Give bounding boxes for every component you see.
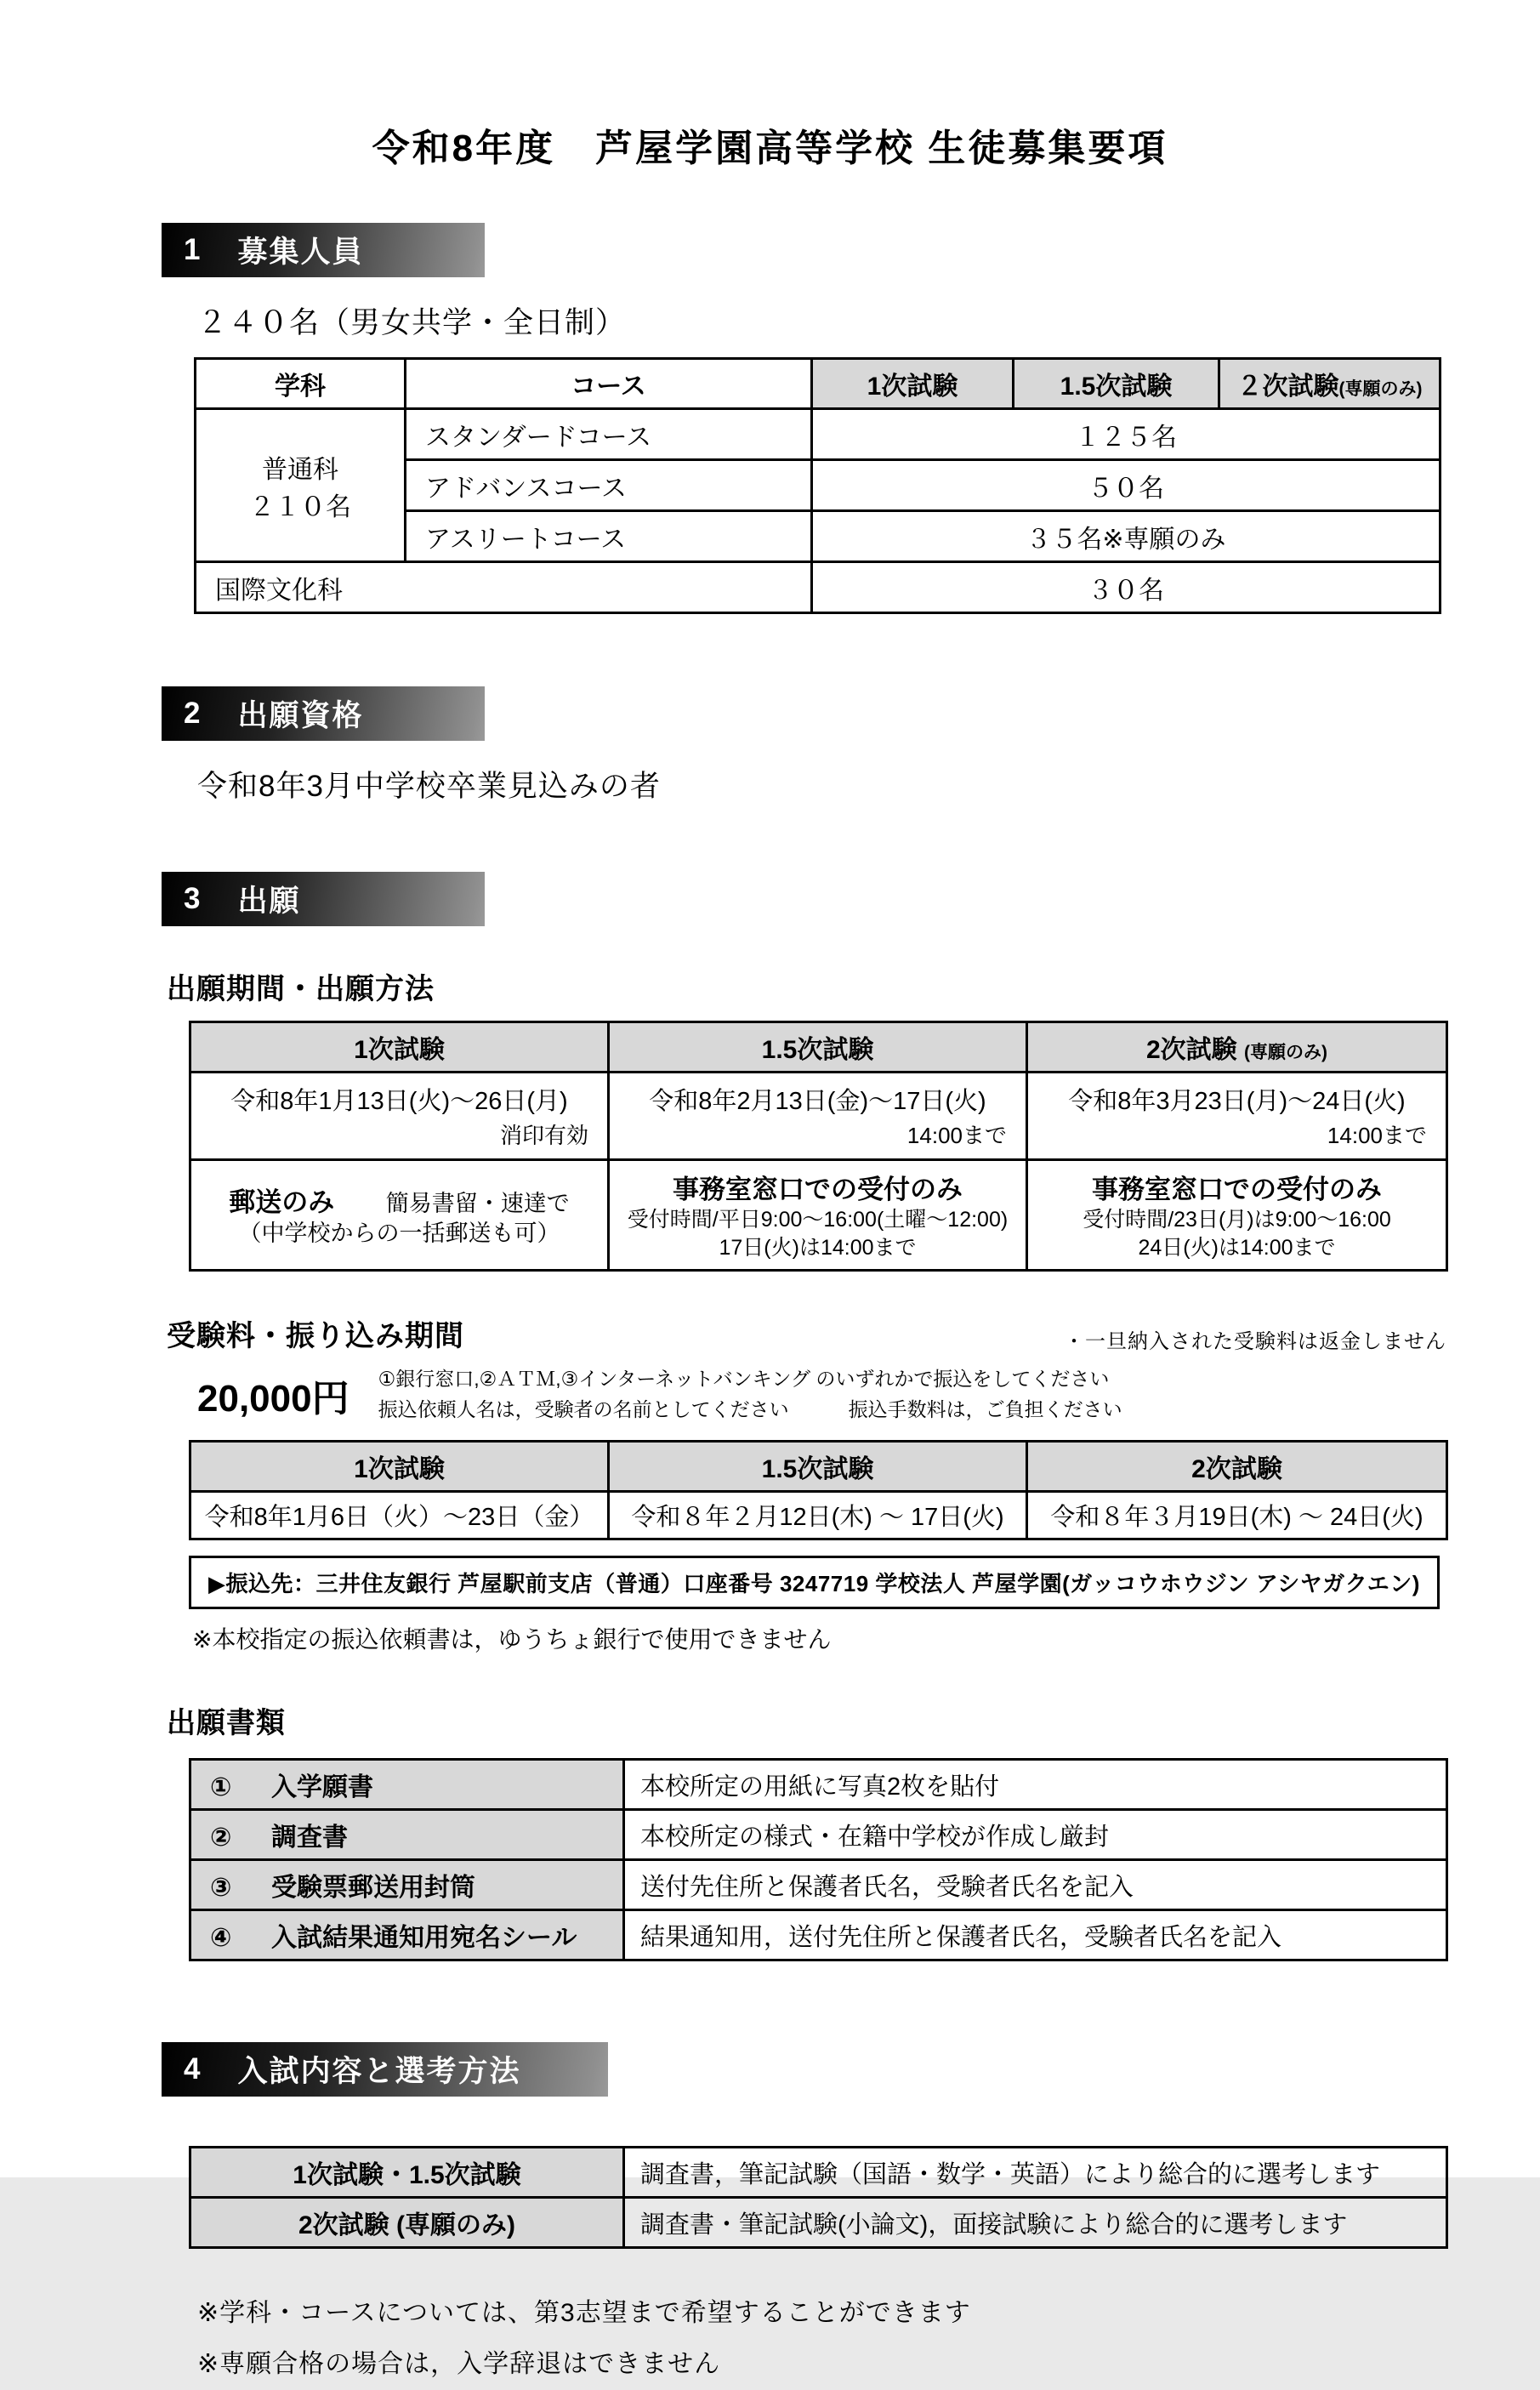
qualification-text: 令和8年3月中学校卒業見込みの者 bbox=[197, 770, 661, 803]
fee-amount-block bbox=[197, 1364, 1540, 1425]
table-row bbox=[190, 1910, 1447, 1960]
section-number: 4 bbox=[184, 2052, 202, 2086]
document-name-cell bbox=[190, 1860, 624, 1910]
method-main: 郵送のみ bbox=[229, 1187, 335, 1218]
document-description: 本校所定の様式・在籍中学校が作成し厳封 bbox=[624, 1810, 1447, 1860]
section-label: 出願 bbox=[237, 885, 301, 918]
method-main: 事務室窓口での受付のみ bbox=[673, 1175, 963, 1204]
table-row bbox=[196, 562, 1441, 613]
section-label: 出願資格 bbox=[237, 699, 364, 732]
document-description: 本校所定の用紙に写真2枚を貼付 bbox=[624, 1760, 1447, 1810]
fee-note-payer: 振込依頼人名は，受験者の名前としてください bbox=[378, 1397, 789, 1420]
fee-note-line2 bbox=[378, 1395, 1122, 1425]
fee-period-exam2: 令和８年３月19日(木) ～ 24日(火) bbox=[1027, 1492, 1447, 1539]
fee-refund-note: ・一旦納入された受験料は返金しません bbox=[1064, 1330, 1446, 1353]
total-capacity-text: ２４０名（男女共学・全日制） bbox=[197, 306, 627, 339]
method-cell-exam1 bbox=[190, 1160, 609, 1271]
document-name: 受験票郵送用封筒 bbox=[271, 1874, 475, 1903]
section-header-recruitment bbox=[162, 223, 485, 277]
method-line: （中学校からの一括郵送も可） bbox=[238, 1221, 560, 1247]
course-name: スタンダードコース bbox=[406, 409, 812, 460]
section-header-application bbox=[162, 872, 485, 926]
document-number: ② bbox=[210, 1824, 232, 1852]
selection-method-description: 調査書・筆記試験(小論文)，面接試験により総合的に選考します bbox=[624, 2198, 1447, 2248]
course-capacity: ５０名 bbox=[812, 460, 1441, 511]
section-label: 募集人員 bbox=[237, 236, 364, 269]
document-number: ① bbox=[210, 1773, 232, 1802]
method-sub: 簡易書留・速達で bbox=[385, 1191, 570, 1217]
table-row bbox=[190, 2148, 1447, 2198]
fee-heading: 受験料・振り込み期間 bbox=[167, 1320, 464, 1352]
section-number: 2 bbox=[184, 697, 202, 730]
method-cell-exam15 bbox=[609, 1160, 1027, 1271]
course-name: アドバンスコース bbox=[406, 460, 812, 511]
bank-transfer-note: ※本校指定の振込依頼書は，ゆうちょ銀行で使用できません bbox=[192, 1626, 832, 1653]
fee-amount: 20,000円 bbox=[197, 1377, 349, 1420]
method-line: 17日(火)は14:00まで bbox=[719, 1236, 917, 1260]
method-main: 事務室窓口での受付のみ bbox=[1092, 1175, 1382, 1204]
col-header-exam2 bbox=[1027, 1022, 1447, 1073]
col-header-exam1: 1次試験 bbox=[190, 1442, 609, 1492]
fee-period-exam15: 令和８年２月12日(木) ～ 17日(火) bbox=[609, 1492, 1027, 1539]
table-row bbox=[190, 1492, 1447, 1539]
period-date: 令和8年3月23日(月)～24日(火) bbox=[1068, 1088, 1406, 1115]
fee-period-table bbox=[189, 1440, 1448, 1540]
section-header-qualification bbox=[162, 686, 485, 741]
application-period-table bbox=[189, 1021, 1448, 1272]
col-header-exam2-note: (専願のみ) bbox=[1338, 379, 1423, 399]
fee-notes bbox=[378, 1364, 1122, 1425]
document-description: 結果通知用，送付先住所と保護者氏名，受験者氏名を記入 bbox=[624, 1910, 1447, 1960]
col-header-exam15: 1.5次試験 bbox=[1014, 359, 1219, 409]
table-header-row bbox=[190, 1022, 1447, 1073]
col-header-exam2-main: ２次試験 bbox=[1236, 373, 1339, 401]
method-line: 受付時間/23日(月)は9:00～16:00 bbox=[1083, 1208, 1391, 1232]
section-number: 3 bbox=[184, 882, 202, 915]
table-row bbox=[190, 1810, 1447, 1860]
document-number: ③ bbox=[210, 1874, 232, 1903]
course-name: アスリートコース bbox=[406, 511, 812, 562]
department-cell bbox=[196, 409, 406, 562]
recruitment-table bbox=[194, 357, 1441, 614]
document-name: 入学願書 bbox=[271, 1773, 373, 1802]
course-capacity: ３０名 bbox=[812, 562, 1441, 613]
col-header-exam1: 1次試験 bbox=[812, 359, 1014, 409]
document-name-cell bbox=[190, 1810, 624, 1860]
col-header-course: コース bbox=[406, 359, 812, 409]
document-number: ④ bbox=[210, 1924, 232, 1953]
col-header-exam2-note: (専願のみ) bbox=[1244, 1043, 1328, 1062]
course-capacity: ３５名※専願のみ bbox=[812, 511, 1441, 562]
table-row bbox=[190, 1760, 1447, 1810]
page-title: 令和8年度 芦屋学園高等学校 生徒募集要項 bbox=[372, 128, 1168, 169]
table-header-row bbox=[196, 359, 1441, 409]
period-cell-exam1 bbox=[190, 1073, 609, 1160]
section-header-selection bbox=[162, 2042, 608, 2097]
col-header-exam15: 1.5次試験 bbox=[609, 1022, 1027, 1073]
department-capacity: ２１０名 bbox=[249, 492, 351, 521]
table-row-period bbox=[190, 1073, 1447, 1160]
period-note: 14:00まで bbox=[1327, 1123, 1427, 1148]
period-date: 令和8年1月13日(火)～26日(月) bbox=[230, 1088, 568, 1115]
selection-exam-label: 1次試験・1.5次試験 bbox=[190, 2148, 624, 2198]
period-date: 令和8年2月13日(金)～17日(火) bbox=[649, 1088, 986, 1115]
table-row-method bbox=[190, 1160, 1447, 1271]
method-line: 24日(火)は14:00まで bbox=[1138, 1236, 1336, 1260]
period-cell-exam2 bbox=[1027, 1073, 1447, 1160]
section-number: 1 bbox=[184, 233, 202, 266]
table-row bbox=[190, 2198, 1447, 2248]
table-row bbox=[190, 1860, 1447, 1910]
period-cell-exam15 bbox=[609, 1073, 1027, 1160]
method-line bbox=[198, 1181, 600, 1219]
table-row bbox=[196, 409, 1441, 460]
note-course-preference: ※学科・コースについては、第3志望まで希望することができます bbox=[197, 2299, 971, 2328]
document-description: 送付先住所と保護者氏名，受験者氏名を記入 bbox=[624, 1860, 1447, 1910]
document-name: 入試結果通知用宛名シール bbox=[271, 1924, 577, 1953]
fee-note-line1: ①銀行窓口,②ＡＴＭ,③インターネットバンキング のいずれかで振込をしてください bbox=[378, 1368, 1110, 1390]
department-name-kokusai: 国際文化科 bbox=[196, 562, 812, 613]
section-label: 入試内容と選考方法 bbox=[237, 2055, 521, 2089]
note-no-withdrawal: ※専願合格の場合は，入学辞退はできません bbox=[197, 2350, 721, 2379]
period-note: 消印有効 bbox=[499, 1123, 588, 1148]
col-header-exam15: 1.5次試験 bbox=[609, 1442, 1027, 1492]
documents-heading: 出願書類 bbox=[167, 1707, 286, 1740]
document-name: 調査書 bbox=[271, 1824, 348, 1852]
fee-period-exam1: 令和8年1月6日（火）～23日（金） bbox=[190, 1492, 609, 1539]
document-name-cell bbox=[190, 1760, 624, 1810]
selection-exam-label: 2次試験 (専願のみ) bbox=[190, 2198, 624, 2248]
col-header-exam2 bbox=[1219, 359, 1441, 409]
col-header-department: 学科 bbox=[196, 359, 406, 409]
fee-note-charge: 振込手数料は，ご負担ください bbox=[848, 1397, 1122, 1420]
documents-table bbox=[189, 1758, 1448, 1961]
course-capacity: １２５名 bbox=[812, 409, 1441, 460]
col-header-exam2: 2次試験 bbox=[1027, 1442, 1447, 1492]
selection-table bbox=[189, 2146, 1448, 2249]
period-note: 14:00まで bbox=[906, 1123, 1007, 1148]
bank-transfer-box: ▶振込先：三井住友銀行 芦屋駅前支店（普通）口座番号 3247719 学校法人 芦屋学園(ガッコウホウジン アシヤガクエン) bbox=[189, 1556, 1440, 1609]
col-header-exam1: 1次試験 bbox=[190, 1022, 609, 1073]
bottom-notes bbox=[197, 2288, 1540, 2390]
method-cell-exam2 bbox=[1027, 1160, 1447, 1271]
method-line: 受付時間/平日9:00～16:00(土曜～12:00) bbox=[627, 1208, 1009, 1232]
document-name-cell bbox=[190, 1910, 624, 1960]
col-header-exam2-main: 2次試験 bbox=[1145, 1036, 1237, 1064]
application-period-heading: 出願期間・出願方法 bbox=[167, 973, 435, 1005]
department-name: 普通科 bbox=[262, 455, 338, 484]
selection-method-description: 調査書，筆記試験（国語・数学・英語）により総合的に選考します bbox=[624, 2148, 1447, 2198]
table-header-row bbox=[190, 1442, 1447, 1492]
